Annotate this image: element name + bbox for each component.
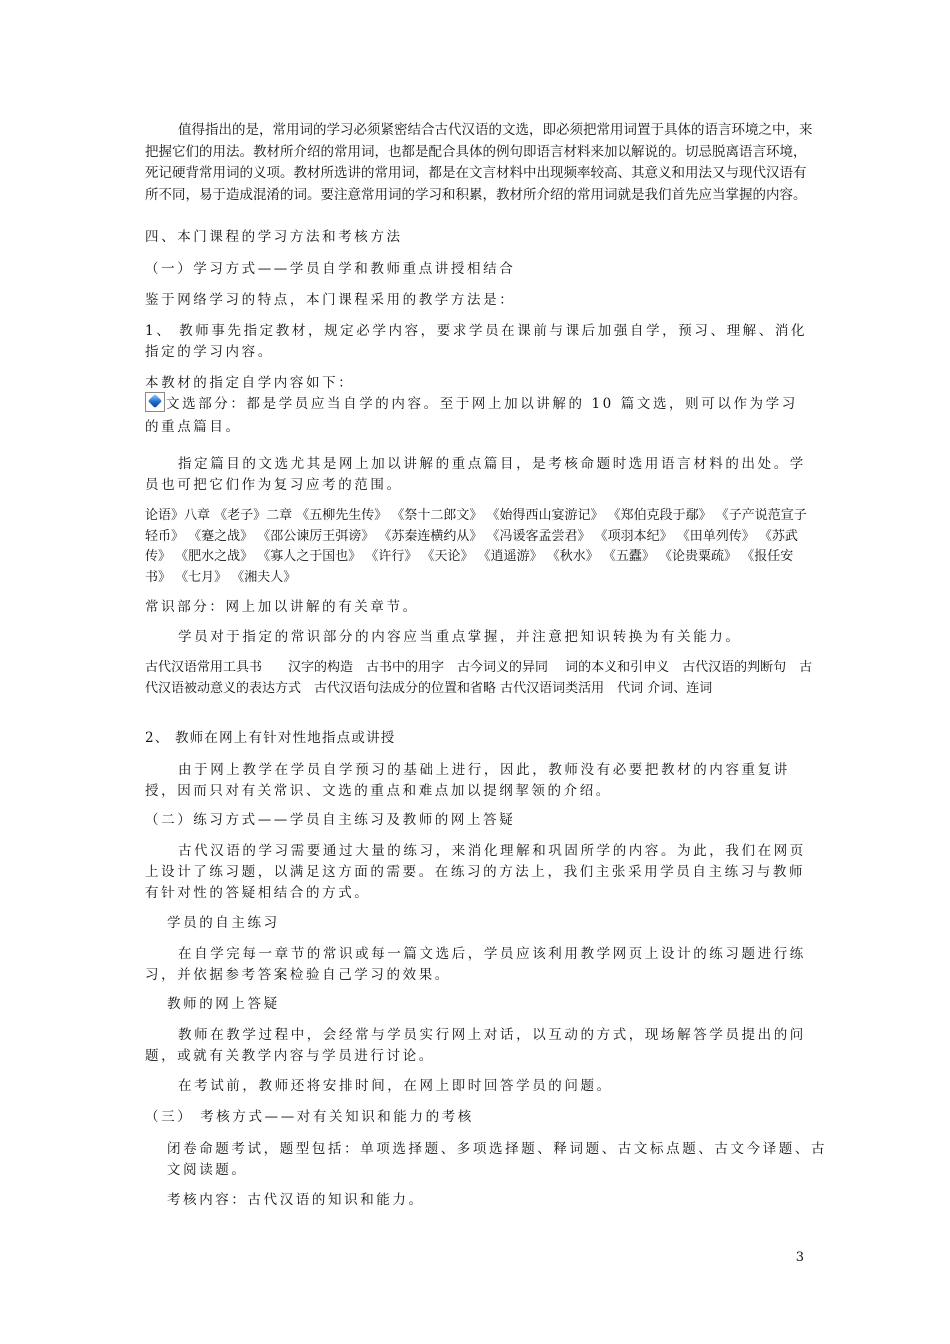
section-heading-4: 四、本门课程的学习方法和考核方法 <box>145 229 403 245</box>
practice-paragraph: 古代汉语的学习需要通过大量的练习，来消化理解和巩固所学的内容。为此，我们在网页上设计了练习题，以满足这方面的需要。在练习的方法上，我们主张采用学员自主练习与教师有针对性的答疑相结合的方式。 <box>145 843 806 901</box>
changshi-detail: 学员对于指定的常识部分的内容应当重点掌握，并注意把知识转换为有关能力。 <box>178 629 742 645</box>
item-2-paragraph: 由于网上教学在学员自学预习的基础上进行，因此，教师没有必要把教材的内容重复讲授，因而只对有关常识、文选的重点和难点加以提纲挈领的介绍。 <box>145 762 790 799</box>
topic-list: 古代汉语常用工具书 汉字的构造 古书中的用字 古今词义的异同 词的本义和引申义 古代汉语的判断句 古代汉语被动意义的表达方式 古代汉语句法成分的位置和省略 古代汉语词类活用 代词 介词、连词 <box>145 660 813 696</box>
wenxuan-text: 文选部分：都是学员应当自学的内容。至于网上加以讲解的 10 篇文选，则可以作为学习的重点篇目。 <box>145 396 798 435</box>
subsection-heading-2: （二）练习方式——学员自主练习及教师的网上答疑 <box>145 812 516 828</box>
teacher-qa-paragraph: 教师在教学过程中，会经常与学员实行网上对话，以互动的方式，现场解答学员提出的问题，或就有关教学内容与学员进行讨论。 <box>145 1027 806 1064</box>
intro-paragraph: 值得指出的是，常用词的学习必须紧密结合古代汉语的文选，即必须把常用词置于具体的语言环境之中，来把握它们的用法。教材所介绍的常用词，也都是配合具体的例句即语言材料来加以解说的。切忌脱离语言环境，死记硬背常用词的义项。教材所选讲的常用词，都是在文言材料中出现频率较高、其意义和用法又与现代汉语有所不同，易于造成混淆的词。要注意常用词的学习和积累，教材所介绍的常用词就是我们首先应当掌握的内容。 <box>145 122 813 203</box>
list-item-2: 2、 教师在网上有针对性地指点或讲授 <box>145 730 396 746</box>
closed-exam-paragraph: 闭卷命题考试，题型包括：单项选择题、多项选择题、释词题、古文标点题、古文今译题、古文阅读题。 <box>167 1141 828 1178</box>
page-number: 3 <box>795 1250 804 1265</box>
subsection-heading-3: （三） 考核方式——对有关知识和能力的考核 <box>145 1109 474 1125</box>
changshi-paragraph: 常识部分：网上加以讲解的有关章节。 <box>145 599 419 615</box>
key-texts-paragraph: 指定篇目的文选尤其是网上加以讲解的重点篇目，是考核命题时选用语言材料的出处。学员也可把它们作为复习应考的范围。 <box>145 456 806 493</box>
self-practice-heading: 学员的自主练习 <box>167 915 280 931</box>
exam-time-paragraph: 在考试前，教师还将安排时间，在网上即时回答学员的问题。 <box>178 1078 613 1094</box>
self-practice-paragraph: 在自学完每一章节的常识或每一篇文选后，学员应该利用教学网页上设计的练习题进行练习，并依据参考答案检验自己学习的效果。 <box>145 946 806 983</box>
content-intro: 本教材的指定自学内容如下： <box>145 375 355 391</box>
subsection-heading-1: （一）学习方式——学员自学和教师重点讲授相结合 <box>145 261 516 277</box>
wenxuan-paragraph <box>145 392 813 439</box>
network-paragraph: 鉴于网络学习的特点，本门课程采用的教学方法是： <box>145 292 516 308</box>
blue-diamond-icon <box>145 392 165 412</box>
text-list: 论语》八章 《老子》二章 《五柳先生传》 《祭十二郎文》 《始得西山宴游记》 《郑伯克段于鄢》 《子产说范宣子轻币》 《蹇之战》 《邵公谏厉王弭谤》 《苏秦连横约从》 《冯谖客孟尝君》 《项羽本纪》 《田单列传》 《苏武传》 《肥水之战》 《寡人之于国也》 《许行》 《天论》 《逍遥游》 《秋水》 《五蠹》 《论贵粟疏》 《报任安书》 《七月》 《湘夫人》 <box>145 508 807 585</box>
exam-content-paragraph: 考核内容：古代汉语的知识和能力。 <box>167 1192 425 1208</box>
teacher-qa-heading: 教师的网上答疑 <box>167 996 280 1012</box>
list-item-1: 1、 教师事先指定教材，规定必学内容，要求学员在课前与课后加强自学，预习、理解、消化指定的学习内容。 <box>145 323 808 360</box>
